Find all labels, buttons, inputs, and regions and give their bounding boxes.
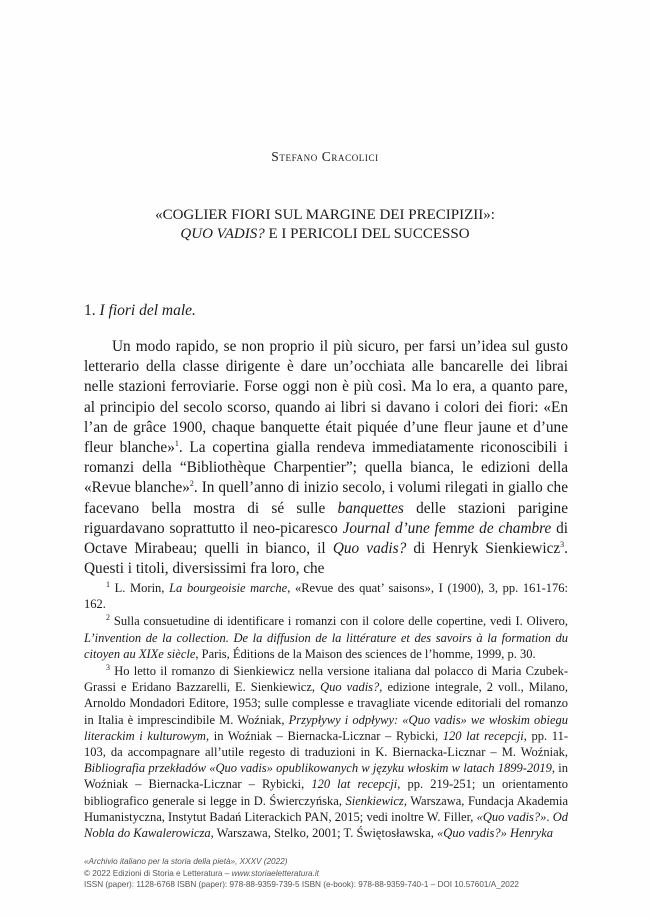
footnote-italic: «Quo vadis?» xyxy=(476,809,547,824)
footnote-text: , in Woźniak – Biernacka-Licznar – Rybicki, xyxy=(205,728,443,743)
footnote-ref-1[interactable]: 1 xyxy=(174,438,179,448)
section-heading xyxy=(84,302,196,320)
footnote-3 xyxy=(84,663,568,841)
footnote-italic: La bourgeoisie marche xyxy=(169,581,288,595)
footnote-text: , Paris, Éditions de la Maison des sciences de l’homme, 1999, p. 30. xyxy=(195,646,536,661)
footnote-number: 3 xyxy=(106,662,110,672)
footnote-text: , pp. 11-103, da accompagnare all’utile regesto di traduzioni in K. Biernacka-Licznar – M. Woźniak, xyxy=(84,728,568,760)
footnote-italic: Bibliografia przekładów «Quo vadis» opublikowanych w języku włoskim w latach 1899-2019 xyxy=(84,761,552,776)
footnote-text: , Warszawa, Stelko, 2001; T. Świętosławska, xyxy=(210,826,438,841)
body-text-run: Un modo rapido, se non proprio il più sicuro, per farsi un’idea sul gusto letterario della classe dirigente è dare un’occhiata alle bancarelle dei librai nelle stazioni ferroviarie. Forse oggi non è più così. Ma lo era, a quanto pare, al principio del secolo scorso, quando ai libri si davano i colori dei fiori: «En l’an de grâce 1900, chaque banquette était piquée d’une fleur jaune et d’une fleur blanche» xyxy=(84,338,568,457)
footnote-text: , edizione integrale, 2 voll., Milano, Arnoldo Mondadori Editore, 1953; sulle complesse e travagliate vicende editoriali del romanzo in Italia è imprescindibile M. Woźniak, xyxy=(84,680,569,727)
footnote-italic: 120 lat recepcji xyxy=(311,777,398,792)
body-text-run: . In quell’anno di inizio secolo, i volumi rilegati in giallo che facevano bella mostra di sé sulle xyxy=(84,479,568,517)
article-title xyxy=(100,206,550,244)
footnote-ref-3[interactable]: 3 xyxy=(560,539,565,549)
author-name: Stefano Cracolici xyxy=(271,149,379,164)
body-paragraph xyxy=(84,337,568,579)
footer-copyright xyxy=(84,868,584,880)
footnote-2 xyxy=(84,613,568,662)
footnote-ref-2[interactable]: 2 xyxy=(189,479,194,489)
footnote-italic: 120 lat recepcji xyxy=(442,728,524,743)
title-line-1: «COGLIER FIORI SUL MARGINE DEI PRECIPIZII»: xyxy=(155,207,495,223)
footnote-number: 1 xyxy=(106,579,110,589)
footnote-text: . xyxy=(546,809,553,824)
body-text-run: di Octave Mirabeau; quelli in bianco, il xyxy=(84,519,568,558)
footnote-italic: Od Nobla do Kawalerowicza xyxy=(84,809,569,841)
footnote-text: Ho letto il romanzo di Sienkiewicz nella versione italiana dal polacco di Maria Czubek-Grassi e Eridano Bazzarelli, E. Sienkiewicz, xyxy=(84,664,568,695)
footnote-text: , Warszawa, Fundacja Akademia Humanistyczna, Instytut Badań Literackich PAN, 2015; vedi inoltre W. Filler, xyxy=(84,793,568,824)
footnote-italic: Quo vadis? xyxy=(320,680,380,695)
body-text-run: . La copertina gialla rendeva immediatamente riconoscibili i romanzi della “Bibliothèque Charpentier”; quella bianca, le edizioni della «Revue blanche» xyxy=(84,439,568,497)
footnote-italic: L’invention de la collection. De la diffusion de la littérature et des savoirs à la formation du citoyen au XIXe siècle xyxy=(84,630,568,661)
footnote-text: L. Morin, xyxy=(110,581,170,595)
footer-journal-title: «Archivio italiano per la storia della pietà», XXXV (2022) xyxy=(84,857,288,866)
footer-isbn: ISSN (paper): 1128-6768 ISBN (paper): 978-88-9359-739-5 ISBN (e-book): 978-88-9359-740-1 – DOI 10.57601/A_2022 xyxy=(84,880,519,889)
footnote-italic: Sienkiewicz xyxy=(345,793,404,808)
footnote-text: , pp. 219-251; un orientamento bibliografico generale si legge in D. Świerczyńska, xyxy=(84,777,568,808)
section-title: I fiori del male. xyxy=(99,302,196,319)
footer-copyright-text: © 2022 Edizioni di Storia e Letteratura – xyxy=(84,868,232,878)
body-text-run: di Henryk Sienkiewicz xyxy=(406,540,561,558)
footnote-text: Sulla consuetudine di identificare i romanzi con il colore delle copertine, vedi I. Olivero, xyxy=(110,614,568,629)
footer-journal xyxy=(84,856,584,868)
title-italic-quo-vadis: QUO VADIS? xyxy=(180,226,265,242)
footnote-1 xyxy=(84,580,568,612)
page-footer xyxy=(84,856,584,891)
footnote-italic: «Quo vadis?» Henryka xyxy=(437,826,553,841)
footer-publisher-link[interactable]: www.storiaeletteratura.it xyxy=(231,868,319,878)
footnotes xyxy=(84,580,568,842)
footnote-text: , «Revue des quat’ saisons», I (1900), 3, pp. 161-176: 162. xyxy=(84,581,568,612)
section-number: 1. xyxy=(84,302,96,319)
title-line-2 xyxy=(100,225,550,244)
title-line-2-rest: E I PERICOLI DEL SUCCESSO xyxy=(264,226,470,242)
body-text-run: . Questi i titoli, diversissimi fra loro, che xyxy=(84,540,568,578)
footnote-text: , in Woźniak – Biernacka-Licznar – Rybicki, xyxy=(84,761,568,792)
footnote-italic: Przypływy i odpływy: «Quo vadis» we włoskim obiegu literackim i kulturowym xyxy=(84,712,569,743)
body-text-run: delle stazioni parigine riguardavano soprattutto il neo-picaresco xyxy=(84,499,568,537)
body-italic-run: Journal d’une femme de chambre xyxy=(342,519,552,537)
body-text xyxy=(84,337,568,579)
footnote-number: 2 xyxy=(106,613,110,623)
body-italic-run: banquettes xyxy=(337,499,404,517)
body-italic-run: Quo vadis? xyxy=(332,540,407,558)
